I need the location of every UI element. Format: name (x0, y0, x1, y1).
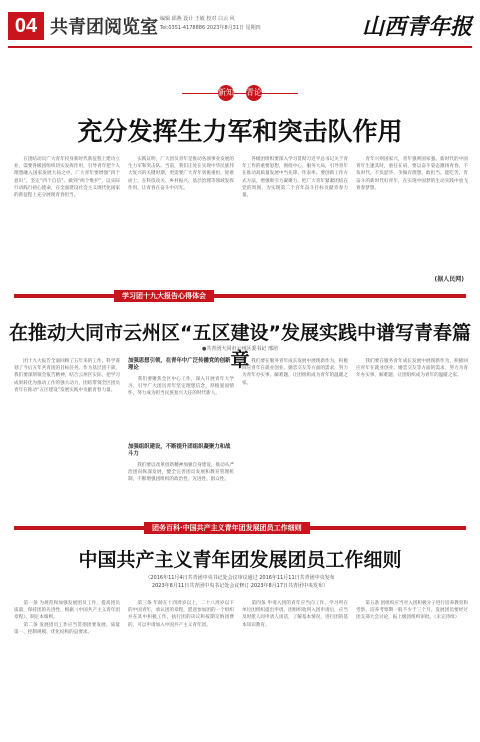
section-title: 共青团阅览室 (50, 17, 158, 38)
article-2-author: ●共青团大同市云州区委书记 邢培 (202, 346, 278, 352)
article-3-headline: 中国共产主义青年团发展团员工作细则 (78, 549, 402, 571)
page-number: 04 (8, 12, 44, 40)
article-1-column: 实践证明，广大团员青年是推动各项事业发展的生力军和突击队。当前，我们正处在实现中华民族伟大复兴的关键时期，更需要广大青年勇挑重担、迎难而上，在科技攻关、乡村振兴、基层治理等领域发挥作用，让青春在奋斗中闪光。 (128, 157, 234, 191)
banner-band (14, 294, 466, 298)
article-2-subhead: 加强思想引领，在青年中广泛传播党的创新理论 (128, 358, 231, 372)
column-badge (208, 85, 272, 101)
article-3-column: 第四条 申请入团的青年应当向工作、学习所在单位团组织提出申请。团组织收到入团申请后，应当及时派人同申请人谈话，了解基本情况，进行团的基本知识教育。 (242, 601, 348, 628)
article-3-column: 第一条 为规范和加强发展团员工作，提高团员质量，保持团的先进性，根据《中国共产主义青年团章程》，制定本细则。 第二条 发展团员工作应当贯彻团要发展、质量第一、控制规模、优化结构的总要求。 (14, 601, 120, 635)
article-2-column: 我们要在服务青年成长发展中展现新作为，积极回应青年在就业创业、婚恋交友等方面的需求，努力为青年办实事、解难题，让团组织成为青年的温暖之家。 (356, 359, 468, 379)
article-2-column: 我们要在服务青年成长发展中展现新作为，积极回应青年在就业创业、婚恋交友等方面的需求，努力为青年办实事、解难题，让团组织成为青年的温暖之家。 (242, 359, 348, 386)
badge-right: 青论 (246, 85, 262, 101)
article-3-provenance-1: （2016年11月4日共青团中央书记处会议审议通过 2016年11月11日共青团中央发布 (145, 575, 335, 581)
article-2-column: 我们要聚焦全区中心工作，深入开展青年大学习，引导广大团员青年坚定理想信念，厚植爱国情怀，努力成为担当民族复兴大任的时代新人。 (128, 377, 234, 397)
header-rule (8, 46, 472, 48)
article-3-column: 第五条 团组织应当对入团积极分子进行培养教育和考察，培养考察期一般不少于三个月。发展团员要经过团支部大会讨论，报上级团组织审批。（未完待续） (356, 601, 468, 621)
article-3-provenance-2: 2023年8月11日共青团中央书记处会议修订 2023年8月17日共青团中央发布） (151, 583, 329, 589)
newspaper-masthead: 山西青年报 (361, 14, 472, 40)
article-1-headline: 充分发挥生力军和突击队作用 (77, 117, 403, 146)
section-3-tag: 团务百科·中国共产主义青年团发展团员工作细则 (144, 522, 310, 534)
article-2-column: 我们要以改革创新精神加强自身建设，推动从严治团向纵深发展，健全完善团员发展和教育管理机制，不断增强团组织的政治性、先进性、群众性。 (128, 463, 234, 483)
article-1-column: 青年兴则国家兴，青年强则国家强。新时代的中国青年生逢其时，重任在肩，要以奋斗姿态激扬青春，不负时代，不负韶华，争做有理想、敢担当、能吃苦、肯奋斗的新时代好青年，在实现中国梦的生动实践中放飞青春梦想。 (356, 157, 468, 191)
section-3-banner (14, 522, 466, 536)
article-2-subhead: 加强组织建设，不断提升团组织凝聚力和战斗力 (128, 444, 231, 458)
editor-line: 编辑 邱燕 设计 王敏 校对 白云 风 (160, 16, 235, 22)
badge-left: 新知 (218, 85, 234, 101)
article-1-column: 在团结动员广大青年投身新时代新征程上建功立业，需要各级团组织切实发挥作用，引导青年把个人理想融入国家发展大局之中。广大青年要增强“四个意识”、坚定“四个自信”、做到“两个维护”，以实际行动践行初心使命，在全面建设社会主义现代化国家的新征程上充分展现青春担当。 (14, 157, 120, 199)
issue-date-line: Tel:0351-4178886 2023年8月31日 星期四 (160, 25, 261, 31)
section-2-banner (14, 290, 466, 304)
badge-rule (182, 93, 298, 94)
page-header (8, 10, 472, 44)
article-1-column: 各级团组织要深入学习贯彻习近平总书记关于青年工作的重要思想，围绕中心、服务大局，引导青年在推动高质量发展中当先锋、作表率。要创新工作方式方法，增强吸引力凝聚力，把广大青年紧紧团结在党的周围，为实现第二个百年奋斗目标贡献青春力量。 (242, 157, 348, 199)
section-2-tag: 学习团十九大报告心得体会 (114, 290, 214, 302)
article-2-headline: 在推动大同市云州区“五区建设”发展实践中谱写青春篇章 (9, 322, 471, 371)
article-1-source: (据人民网) (434, 276, 464, 283)
article-2-column: 团十九大报告全面回顾了五年来的工作，科学谋划了今后五年共青团的目标任务。作为基层团干部，我们要深刻领会报告精神，结合云州区实际，把学习成果转化为推动工作的强大动力，团结带领全区团员青年在推动“五区建设”发展实践中贡献青春力量。 (14, 359, 120, 393)
article-3-column: 第三条 年龄在十四周岁以上，二十八周岁以下的中国青年，承认团的章程，愿意参加团的一个组织并在其中积极工作、执行团的决议和按期交纳团费的，可以申请加入中国共产主义青年团。 (128, 601, 234, 628)
